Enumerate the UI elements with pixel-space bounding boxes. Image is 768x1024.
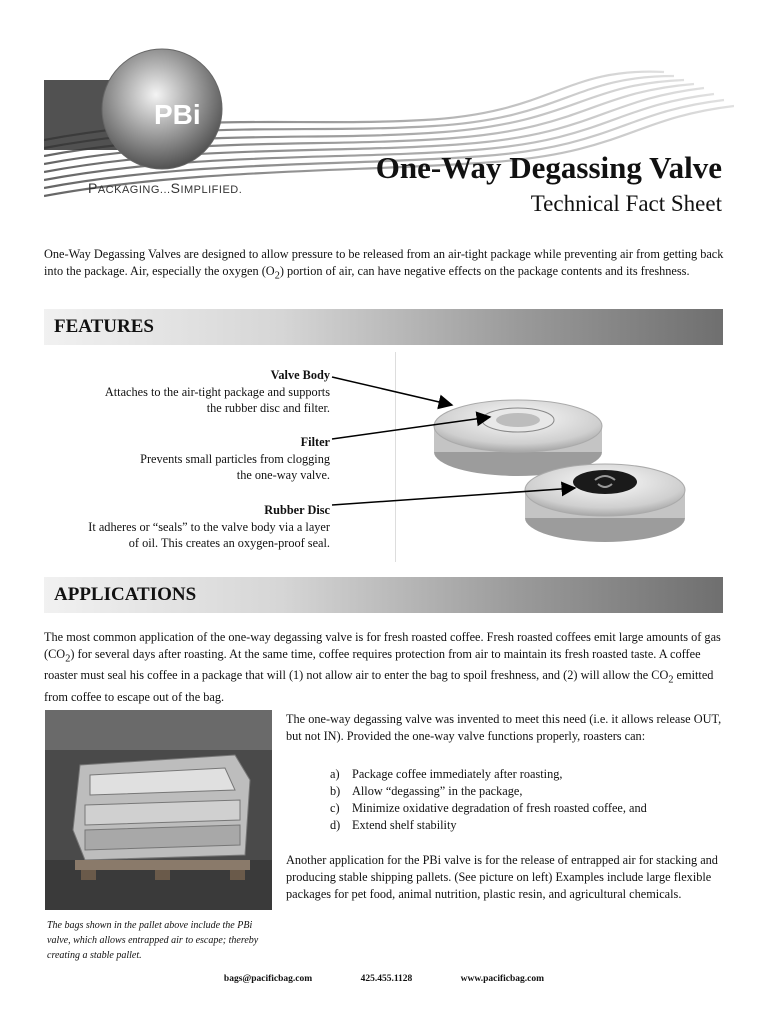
- pallet-photo: [45, 710, 272, 910]
- phone-number: 425.455.1128: [360, 974, 413, 984]
- feature-rubber-disc: [30, 502, 330, 552]
- feature-text: Prevents small particles from clogging: [140, 451, 330, 466]
- paragraph: The one-way degassing valve was invented to meet this need (i.e. it allows release OUT, but not IN). Provided the one-way valve functions properly, roasters can:: [286, 712, 722, 743]
- applications-heading-bar: [44, 577, 723, 613]
- applications-right-column: [286, 711, 726, 903]
- feature-text: the rubber disc and filter.: [206, 401, 330, 415]
- feature-text: of oil. This creates an oxygen-proof seal.: [128, 536, 330, 550]
- feature-valve-body: [30, 367, 330, 417]
- valves-illustration: [330, 360, 730, 570]
- list-item: d) Extend shelf stability: [330, 818, 457, 832]
- page-subtitle: Technical Fact Sheet: [530, 191, 722, 216]
- list-item: b) Allow “degassing” in the package,: [330, 784, 523, 798]
- svg-text:PBi: PBi: [154, 99, 201, 130]
- website-link[interactable]: www.pacificbag.com: [460, 974, 545, 984]
- feature-title: Filter: [300, 435, 330, 449]
- tagline: PACKAGING...SIMPLIFIED.: [88, 180, 243, 196]
- feature-title: Rubber Disc: [264, 503, 330, 517]
- intro-paragraph: One-Way Degassing Valves are designed to allow pressure to be released from an air-tight package while preventing air from getting back into the package. Air, especially the oxygen $(O_2)$ portion of air, can have negative effects on the package contents and its freshness.: [44, 247, 724, 282]
- feature-title: Valve Body: [270, 368, 330, 382]
- paragraph: Another application for the PBi valve is for the release of entrapped air for stacking and producing stable shipping pallets. (See picture on left) Examples include large flexible packages for pet food, animal nutrition, plastic resin, and agricultural chemicals.: [286, 853, 718, 901]
- footer-contact: [0, 974, 768, 984]
- features-heading: FEATURES: [54, 316, 154, 337]
- page-title: One-Way Degassing Valve: [375, 150, 722, 185]
- rubber-disc-icon: [525, 464, 685, 542]
- photo-caption: The bags shown in the pallet above include the PBi valve, which allows entrapped air to escape; thereby creating a stable pallet.: [47, 920, 259, 961]
- feature-text: the one-way valve.: [236, 468, 330, 482]
- valve-body-icon: [434, 400, 602, 476]
- list-item: a) Package coffee immediately after roasting,: [330, 767, 563, 781]
- feature-text: Attaches to the air-tight package and supports: [104, 384, 330, 399]
- applications-heading: APPLICATIONS: [54, 584, 197, 605]
- features-heading-bar: [44, 309, 723, 345]
- feature-text: It adheres or “seals” to the valve body via a layer: [88, 519, 330, 534]
- email-link[interactable]: bags@pacificbag.com: [223, 974, 313, 984]
- applications-paragraph: The most common application of the one-way degassing valve is for fresh roasted coffee. Fresh roasted coffees emit large amounts of gas $(CO_2)$ for several days after roasting. At the same time, coffee requires protection from air to maintain its fresh roasted taste. A coffee roaster must seal his coffee in a package that will (1) not allow air to enter the bag to spoil freshness, and (2) will allow the $CO_2$ emitted from coffee to escape out of the bag.: [44, 630, 721, 704]
- feature-filter: [30, 434, 330, 484]
- list-item: c) Minimize oxidative degradation of fresh roasted coffee, and: [330, 801, 647, 815]
- benefits-list: [286, 766, 726, 834]
